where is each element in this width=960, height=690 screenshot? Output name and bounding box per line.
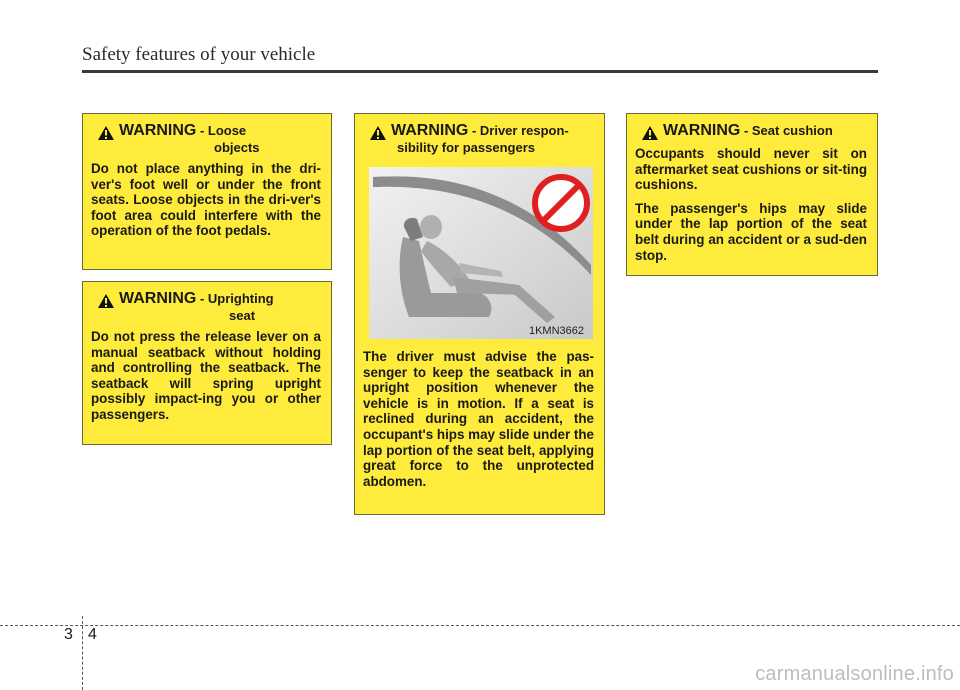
warning-word: WARNING <box>119 122 197 139</box>
warning-text-1: Occupants should never sit on aftermarket seat cushions or sit-ting cushions. <box>635 146 867 193</box>
warning-subtitle: - Driver respon- <box>468 123 569 138</box>
warning-box-loose-objects <box>82 113 332 270</box>
reclined-passenger-drawing <box>369 167 593 339</box>
footer-dashed-rule <box>0 625 960 626</box>
figure-code: 1KMN3662 <box>528 325 584 337</box>
warning-text-2: The passenger's hips may slide under the lap portion of the seat belt during an accident or a sud-den stop. <box>635 200 867 263</box>
header-rule <box>82 70 878 73</box>
warning-heading <box>363 122 594 155</box>
warning-box-driver-responsibility <box>354 113 605 515</box>
watermark: carmanualsonline.info <box>755 663 954 685</box>
warning-triangle-icon <box>641 125 659 141</box>
chapter-number: 3 <box>64 626 73 643</box>
warning-heading <box>91 290 321 323</box>
warning-box-upright-seat <box>82 281 332 445</box>
warning-subtitle: - Seat cushion <box>740 123 833 138</box>
warning-box-seat-cushion <box>626 113 878 276</box>
warning-text: Do not place anything in the dri-ver's foot well or under the front seats. Loose objects in the dri-ver's foot area could interfere with the operation of the foot pedals. <box>91 161 321 239</box>
warning-subtitle: - Loose <box>196 123 247 138</box>
footer-vertical-rule <box>82 616 83 690</box>
warning-triangle-icon <box>97 125 115 141</box>
warning-triangle-icon <box>97 293 115 309</box>
warning-word: WARNING <box>119 290 197 307</box>
warning-subtitle-line2: seat <box>229 308 256 323</box>
warning-heading <box>91 122 321 155</box>
warning-text: The driver must advise the pas-senger to keep the seatback in an upright position whenever the vehicle is in motion. If a seat is reclined during an accident, the occupant's hips may slide under the lap portion of the seat belt, applying great force to the unprotected abdomen. <box>363 349 594 489</box>
warning-text: Do not press the release lever on a manual seatback without holding and controlling the seatback. The seatback will spring upright possibly impact-ing you or other passengers. <box>91 329 321 422</box>
warning-heading <box>635 122 867 140</box>
page-header-title: Safety features of your vehicle <box>82 44 316 65</box>
warning-word: WARNING <box>391 122 469 139</box>
warning-triangle-icon <box>369 125 387 141</box>
warning-word: WARNING <box>663 122 741 139</box>
reclined-seat-illustration <box>369 167 588 339</box>
page-number: 4 <box>88 626 97 643</box>
warning-subtitle: - Uprighting <box>196 291 274 306</box>
warning-subtitle-line2: objects <box>214 140 260 155</box>
warning-subtitle-line2: sibility for passengers <box>397 140 535 155</box>
